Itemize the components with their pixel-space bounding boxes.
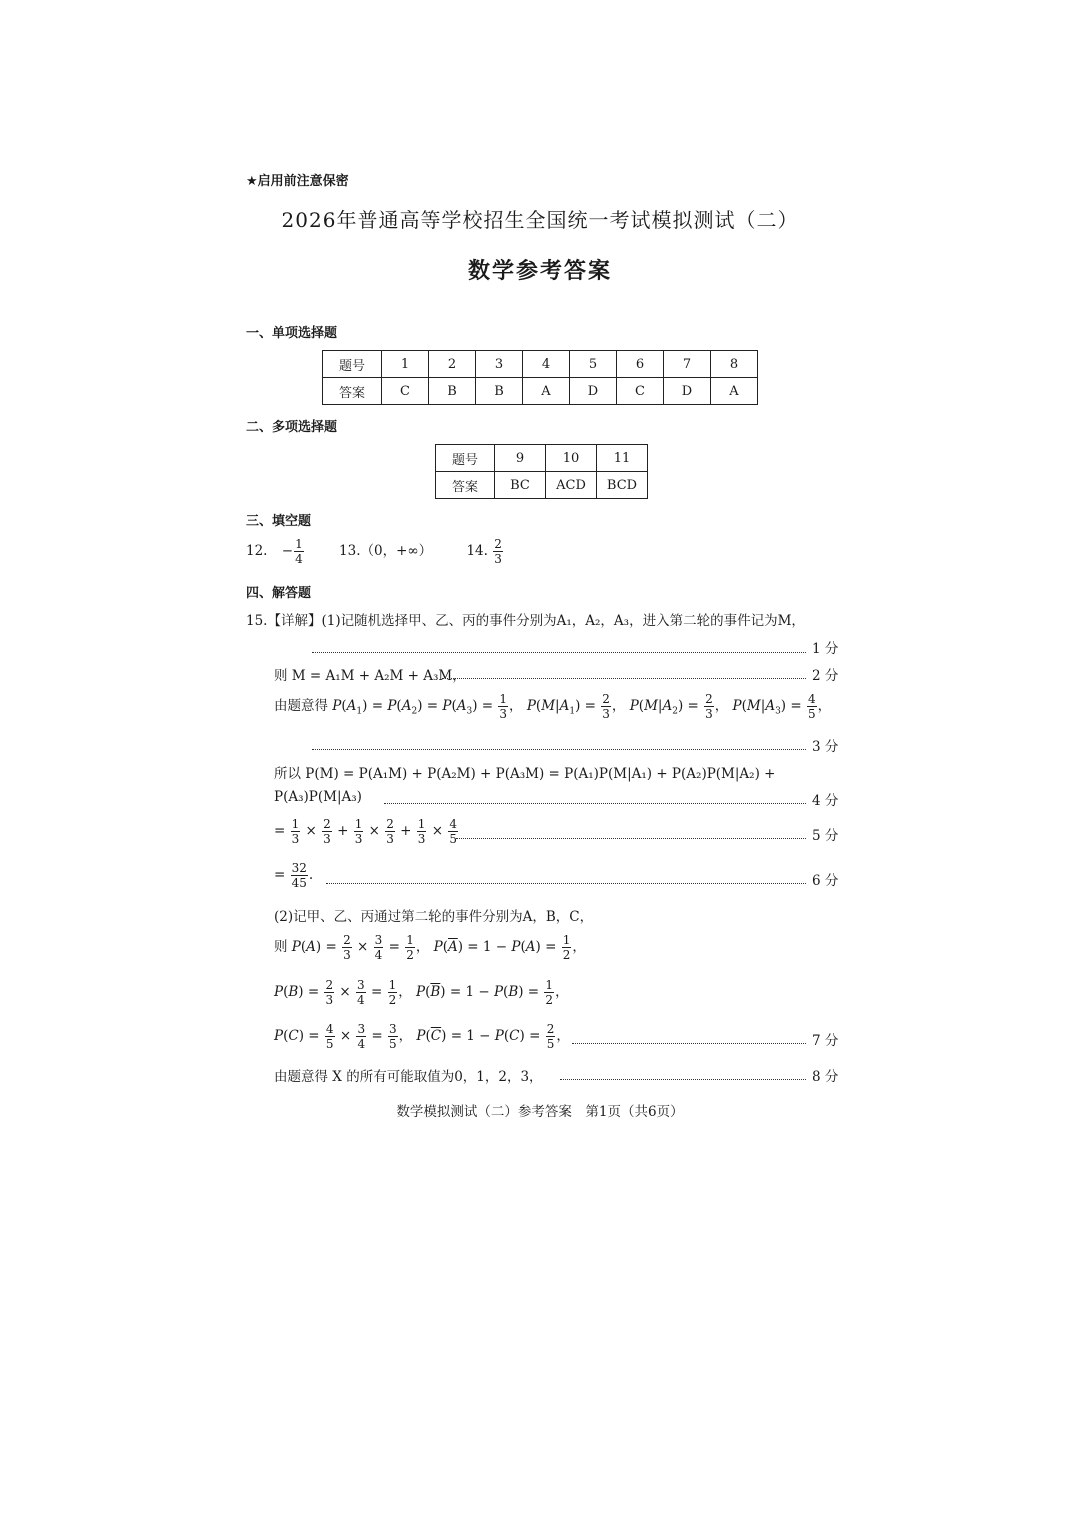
table-cell: 8 — [711, 351, 758, 378]
score-mark: 5 分 — [812, 828, 839, 844]
table-row — [436, 445, 648, 472]
step-substitution: = $\frac{1}{3}$ × $\frac{2}{3}$ + $\frac{1}{3}$ × $\frac{2}{3}$ + $\frac{1}{3}$ × $\frac{4}{5}$ — [274, 817, 457, 846]
fill-answers — [246, 538, 504, 565]
q12-label: 12. — [246, 543, 268, 559]
dot-leader — [442, 678, 806, 679]
score-mark: 2 分 — [812, 668, 839, 684]
score-mark: 8 分 — [812, 1069, 839, 1085]
dot-leader — [560, 1079, 806, 1080]
multi-choice-table — [435, 444, 648, 499]
table-cell: 2 — [429, 351, 476, 378]
q12-fraction: $\frac{1}{4}$ — [295, 537, 303, 566]
step-result: = $\frac{32}{45}$ . — [274, 861, 314, 890]
section4-heading: 四、解答题 — [246, 586, 312, 601]
table-row — [436, 472, 648, 499]
page-footer: 数学模拟测试（二）参考答案 第1页（共6页） — [396, 1104, 684, 1120]
table-cell: D — [570, 378, 617, 405]
table-cell: 6 — [617, 351, 664, 378]
score-mark: 1 分 — [812, 641, 839, 657]
section2-heading: 二、多项选择题 — [246, 420, 338, 435]
table-cell: 10 — [546, 445, 597, 472]
doc-title: 数学参考答案 — [467, 259, 612, 284]
score-mark: 3 分 — [812, 739, 839, 755]
section1-heading: 一、单项选择题 — [246, 326, 338, 341]
table-cell: 3 — [476, 351, 523, 378]
step-pC: P(C) = $\frac{4}{5}$ × $\frac{3}{4}$ = $\frac{3}{5}$ ， $P(\overline{C}) = 1 - P(C)$ = $\frac{2}{5}$ ， — [274, 1022, 570, 1051]
dot-leader — [326, 883, 806, 884]
table-cell: 5 — [570, 351, 617, 378]
table-cell: B — [429, 378, 476, 405]
step-probabilities: 由题意得 $P(A_1) = P(A_2) = P(A_3)$ = $\frac{1}{3}$ ， $P(M|A_1)$ = $\frac{2}{3}$ ， $P(M|A_2)$ = $\frac{2}{3}$ ， $P(M|A_3)$ = $\frac{4}{5}$ ， — [274, 692, 832, 721]
exam-title: 2026年普通高等学校招生全国统一考试模拟测试（二） — [281, 208, 799, 232]
table-cell: B — [476, 378, 523, 405]
part2-intro: (2)记甲、乙、丙通过第二轮的事件分别为A，B，C， — [274, 909, 594, 925]
table-cell: BCD — [597, 472, 648, 499]
row-label: 答案 — [436, 472, 495, 499]
dot-leader — [312, 652, 806, 653]
table-cell: BC — [495, 472, 546, 499]
table-cell: ACD — [546, 472, 597, 499]
dot-leader — [312, 749, 806, 750]
step-pA: 则 P(A) = $\frac{2}{3}$ × $\frac{3}{4}$ = $\frac{1}{2}$ ， $P(\overline{A}) = 1 - P(A)$ = $\frac{1}{2}$ ， — [274, 933, 586, 962]
dot-leader — [456, 838, 806, 839]
step-total-probability-cont: P(A₃)P(M|A₃) — [274, 789, 362, 805]
q14-fraction: $\frac{2}{3}$ — [494, 537, 502, 566]
table-cell: 11 — [597, 445, 648, 472]
table-cell: 1 — [382, 351, 429, 378]
step-pB: P(B) = $\frac{2}{3}$ × $\frac{3}{4}$ = $\frac{1}{2}$ ， $P(\overline{B}) = 1 - P(B)$ = $\frac{1}{2}$ ， — [274, 978, 569, 1007]
dot-leader — [384, 803, 806, 804]
q12-sign: − — [281, 543, 294, 559]
step-x-values: 由题意得 X 的所有可能取值为0，1，2，3， — [274, 1069, 543, 1085]
table-cell: A — [523, 378, 570, 405]
row-label: 题号 — [436, 445, 495, 472]
table-row — [323, 351, 758, 378]
confidential-note: ★启用前注意保密 — [246, 174, 349, 189]
q14-label: 14. — [466, 543, 488, 559]
step-equation: 则 M = A₁M + A₂M + A₃M， — [274, 668, 466, 684]
step-total-probability: 所以 P(M) = P(A₁M) + P(A₂M) + P(A₃M) = P(A₁)P(M|A₁) + P(A₂)P(M|A₂) + — [274, 766, 776, 782]
table-cell: C — [617, 378, 664, 405]
table-cell: A — [711, 378, 758, 405]
row-label: 答案 — [323, 378, 382, 405]
section3-heading: 三、填空题 — [246, 514, 312, 529]
score-mark: 7 分 — [812, 1033, 839, 1049]
single-choice-table — [322, 350, 758, 405]
q15-intro: 15.【详解】(1)记随机选择甲、乙、丙的事件分别为A₁，A₂，A₃，进入第二轮的事件记为M， — [246, 613, 805, 629]
table-cell: 7 — [664, 351, 711, 378]
row-label: 题号 — [323, 351, 382, 378]
table-cell: D — [664, 378, 711, 405]
dot-leader — [572, 1043, 806, 1044]
q13-answer: 13.（0，+∞） — [339, 543, 433, 559]
table-cell: C — [382, 378, 429, 405]
table-cell: 9 — [495, 445, 546, 472]
score-mark: 6 分 — [812, 873, 839, 889]
score-mark: 4 分 — [812, 793, 839, 809]
table-row — [323, 378, 758, 405]
table-cell: 4 — [523, 351, 570, 378]
